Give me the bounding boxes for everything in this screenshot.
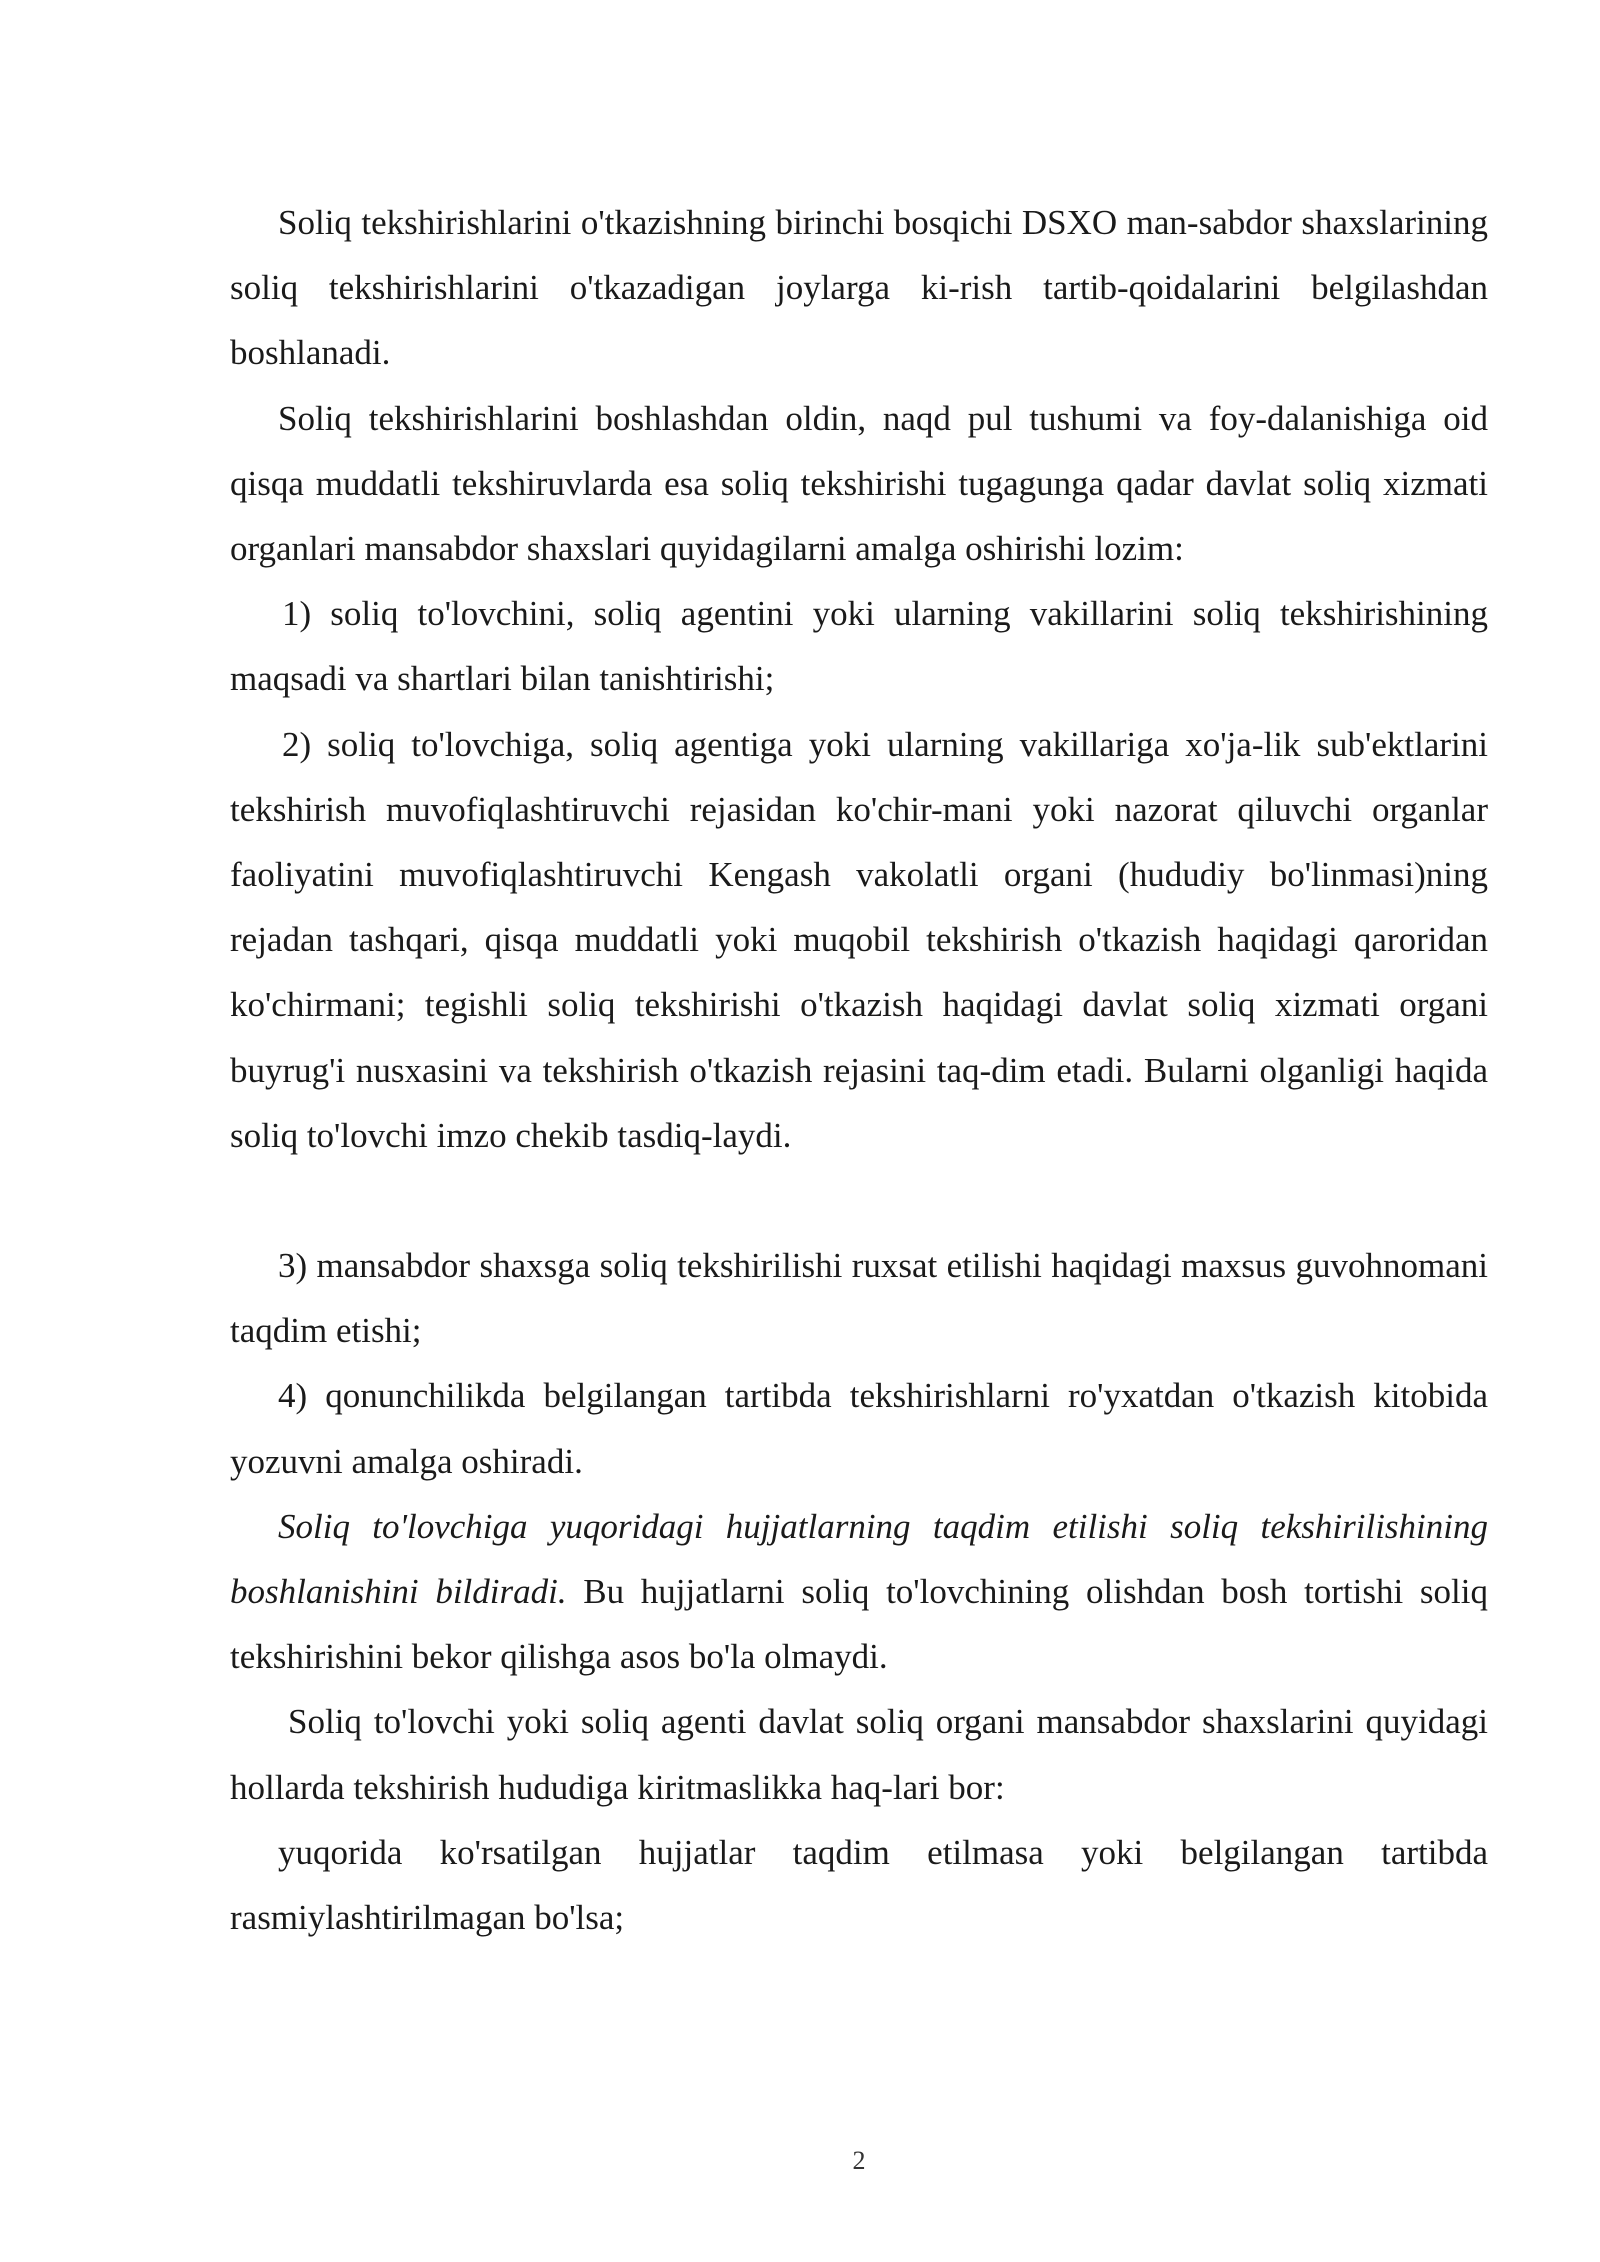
list-item-4: 4) qonunchilikda belgilangan tartibda tekshirishlarni ro'yxatdan o'tkazish kitobida yozuvni amalga oshiradi. — [230, 1376, 1488, 1481]
list-item-2: 2) soliq to'lovchiga, soliq agentiga yoki ularning vakillariga xo'ja-lik sub'ektlarini tekshirish muvofiqlashtiruvchi rejasidan ko'chir-mani yoki nazorat qiluvchi organlar faoliyatini muvofiqlashtiruvchi Kengash vakolatli organi (hududiy bo'linmasi)ning rejadan tashqari, qisqa muddatli yoki muqobil tekshirish o'tkazish haqidagi qaroridan ko'chirmani; tegishli soliq tekshirishi o'tkazish haqidagi davlat soliq xizmati organi buyrug'i nusxasini va tekshirish o'tkazish rejasini taq-dim etadi. Bularni olganligi haqida soliq to'lovchi imzo chekib tasdiq-laydi. — [230, 724, 1488, 1155]
list-item-3: 3) mansabdor shaxsga soliq tekshirilishi ruxsat etilishi haqidagi maxsus guvohnomani taqdim etishi; — [230, 1246, 1488, 1351]
italic-text: Soliq to'lovchiga yuqoridagi hujjatlarning taqdim etilishi soliq tekshirilishining boshlanishini bildiradi. — [230, 1506, 1488, 1612]
paragraph-1: Soliq tekshirishlarini o'tkazishning birinchi bosqichi DSXO man-sabdor shaxslarining soliq tekshirishlarini o'tkazadigan joylarga ki-rish tartib-qoidalarini belgilashdan boshlanadi. — [230, 203, 1488, 373]
paragraph-condition: yuqorida ko'rsatilgan hujjatlar taqdim etilmasa yoki belgilangan tartibda rasmiylashtirilmagan bo'lsa; — [230, 1832, 1488, 1938]
paragraph-2: Soliq tekshirishlarini boshlashdan oldin, naqd pul tushumi va foy-dalanishiga oid qisqa muddatli tekshiruvlarda esa soliq tekshirishi tugagunga qadar davlat soliq xizmati organlari mansabdor shaxslari quyidagilarni amalga oshirishi lozim: — [230, 398, 1488, 569]
list-item-1: 1) soliq to'lovchini, soliq agentini yoki ularning vakillarini soliq tekshirishining maqsadi va shartlari bilan tanishtirishi; — [230, 594, 1488, 699]
page-number: 2 — [852, 2146, 866, 2175]
paragraph-italic-lead — [230, 1494, 1488, 1690]
regular-text: Bu hujjatlarni soliq to'lovchining olishdan bosh tortishi soliq tekshirishini bekor qilishga asos bo'la olmaydi. — [230, 1572, 1488, 1677]
paragraph-rights: Soliq to'lovchi yoki soliq agenti davlat soliq organi mansabdor shaxslarini quyidagi hollarda tekshirish hududiga kiritmaslikka haq-lari bor: — [230, 1702, 1488, 1807]
document-page — [230, 190, 1488, 1950]
paragraph-gap — [230, 1168, 1488, 1233]
